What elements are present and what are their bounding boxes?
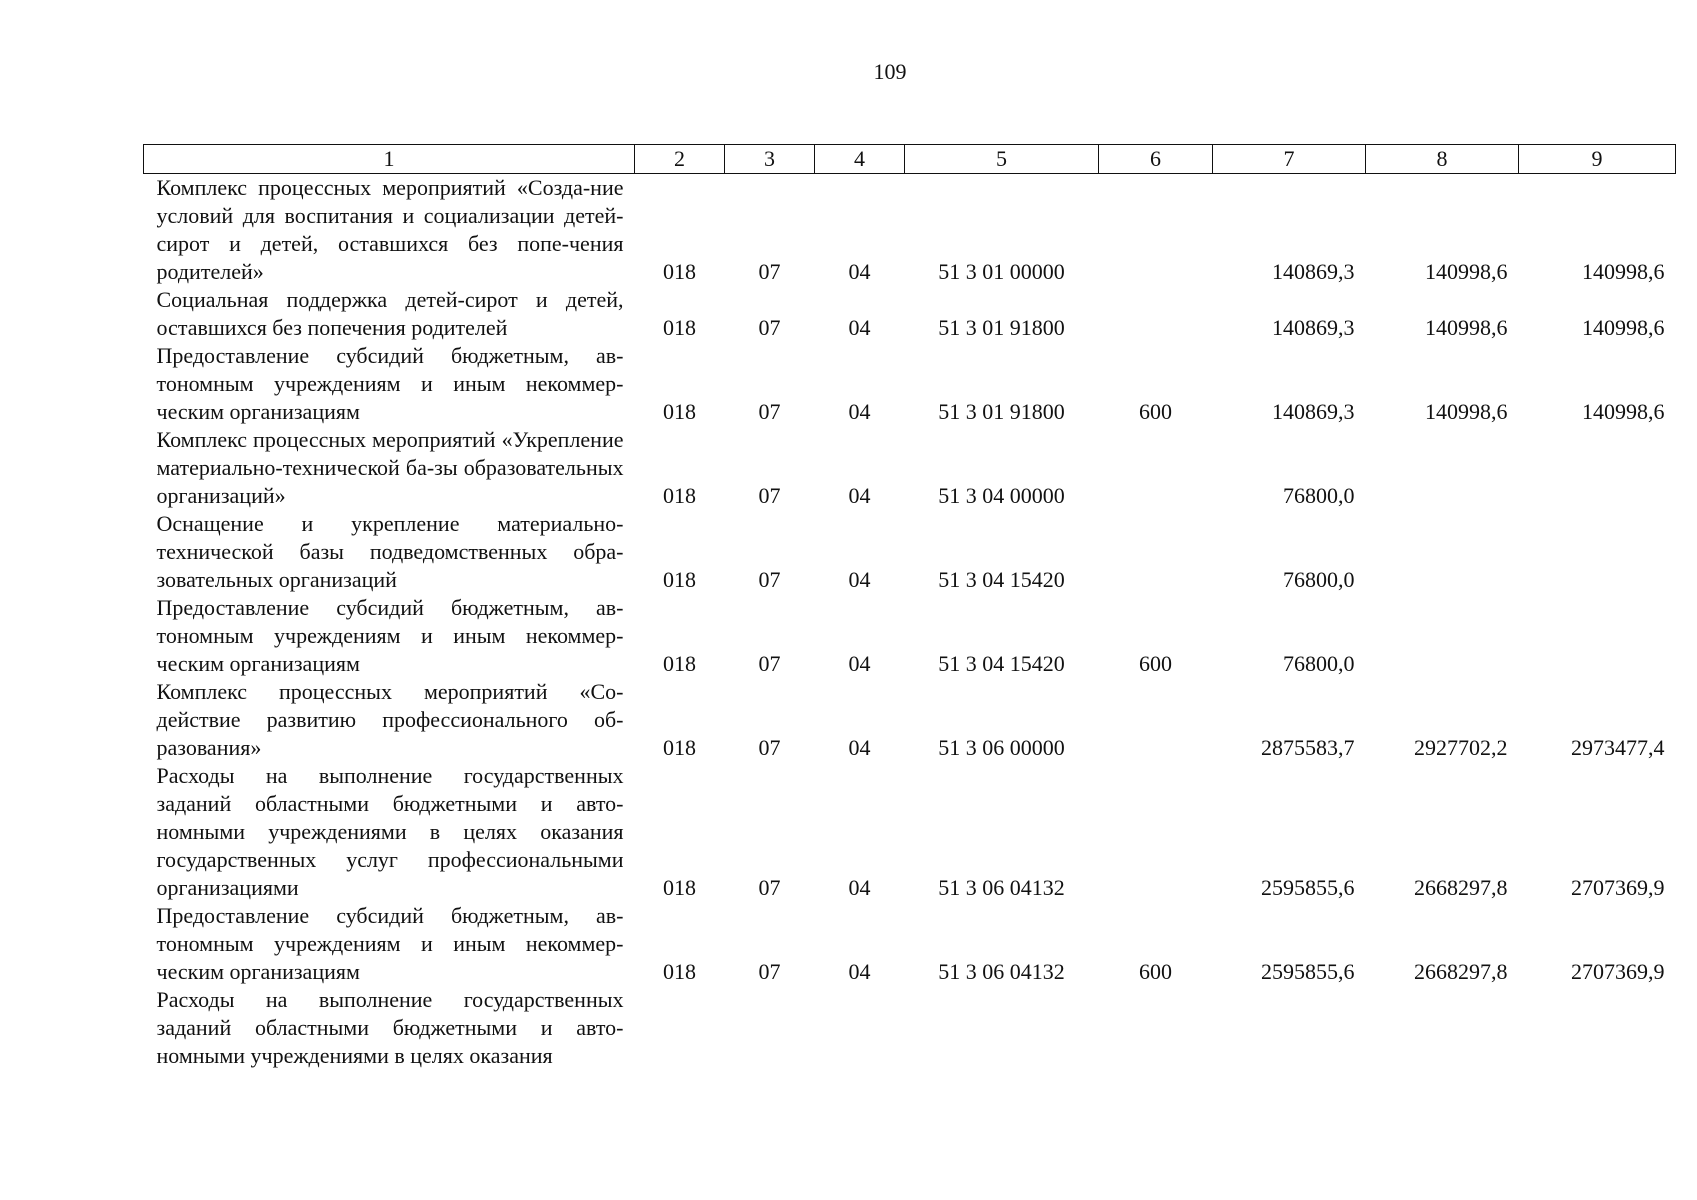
- cell-col3: 07: [758, 651, 781, 676]
- cell-col5: [905, 986, 1099, 1070]
- cell-col3: 07: [758, 959, 781, 984]
- cell-col2: 018: [663, 315, 696, 340]
- column-header: 3: [725, 145, 815, 174]
- cell-col9: 2707369,9: [1571, 875, 1665, 900]
- cell-col6: [1099, 510, 1213, 594]
- cell-col4: 04: [848, 315, 871, 340]
- budget-table: [143, 144, 1676, 1070]
- cell-col3: 07: [758, 875, 781, 900]
- cell-col5: 51 3 01 91800: [938, 315, 1065, 340]
- column-header: 7: [1213, 145, 1366, 174]
- cell-col7: 140869,3: [1272, 315, 1355, 340]
- cell-col2: 018: [663, 567, 696, 592]
- cell-col4: [815, 986, 905, 1070]
- cell-col4: 04: [848, 735, 871, 760]
- row-description: Социальная поддержка детей-сирот и детей, оставшихся без попечения родителей: [156, 287, 624, 340]
- cell-col4: 04: [848, 959, 871, 984]
- cell-col9: 2707369,9: [1571, 959, 1665, 984]
- column-header: 8: [1366, 145, 1519, 174]
- cell-col6: [1099, 678, 1213, 762]
- cell-col4: 04: [848, 567, 871, 592]
- table-row: [144, 902, 1676, 986]
- cell-col8: 2668297,8: [1414, 959, 1508, 984]
- table-row: [144, 342, 1676, 426]
- cell-col2: [635, 986, 725, 1070]
- table-row: [144, 426, 1676, 510]
- page-number: 109: [873, 59, 907, 84]
- cell-col8: 140998,6: [1425, 399, 1508, 424]
- cell-col7: 2595855,6: [1261, 959, 1355, 984]
- cell-col7: 76800,0: [1283, 483, 1355, 508]
- table-row: [144, 174, 1676, 287]
- cell-col5: 51 3 04 00000: [938, 483, 1065, 508]
- cell-col9: 2973477,4: [1571, 735, 1665, 760]
- cell-col3: 07: [758, 259, 781, 284]
- cell-col6: [1099, 286, 1213, 342]
- row-description: Комплекс процессных мероприятий «Со-действие развитию профессионального об-разования»: [156, 679, 624, 760]
- cell-col8: [1366, 510, 1519, 594]
- cell-col9: [1519, 426, 1676, 510]
- cell-col7: [1213, 986, 1366, 1070]
- cell-col3: 07: [758, 735, 781, 760]
- column-header: 2: [635, 145, 725, 174]
- column-header: 5: [905, 145, 1099, 174]
- table-row: [144, 762, 1676, 902]
- cell-col7: 2875583,7: [1261, 735, 1355, 760]
- cell-col8: [1366, 986, 1519, 1070]
- cell-col3: 07: [758, 399, 781, 424]
- cell-col6: 600: [1139, 959, 1172, 984]
- cell-col4: 04: [848, 875, 871, 900]
- column-header: 4: [815, 145, 905, 174]
- cell-col5: 51 3 06 00000: [938, 735, 1065, 760]
- cell-col7: 2595855,6: [1261, 875, 1355, 900]
- cell-col2: 018: [663, 735, 696, 760]
- cell-col7: 76800,0: [1283, 651, 1355, 676]
- cell-col7: 140869,3: [1272, 259, 1355, 284]
- cell-col5: 51 3 01 91800: [938, 399, 1065, 424]
- cell-col2: 018: [663, 399, 696, 424]
- cell-col7: 76800,0: [1283, 567, 1355, 592]
- row-description: Предоставление субсидий бюджетным, ав-тономным учреждениям и иным некоммер-ческим организациям: [156, 595, 624, 676]
- table-row: [144, 678, 1676, 762]
- cell-col8: [1366, 594, 1519, 678]
- cell-col8: 2927702,2: [1414, 735, 1508, 760]
- row-description: Комплекс процессных мероприятий «Укрепление материально-технической ба-зы образовательных организаций»: [156, 427, 624, 508]
- row-description: Предоставление субсидий бюджетным, ав-тономным учреждениям и иным некоммер-ческим организациям: [156, 903, 624, 984]
- row-description: Оснащение и укрепление материально-технической базы подведомственных обра-зовательных организаций: [156, 511, 624, 592]
- cell-col2: 018: [663, 959, 696, 984]
- cell-col6: 600: [1139, 399, 1172, 424]
- column-header: 9: [1519, 145, 1676, 174]
- cell-col4: 04: [848, 651, 871, 676]
- row-description: Предоставление субсидий бюджетным, ав-тономным учреждениям и иным некоммер-ческим организациям: [156, 343, 624, 424]
- cell-col4: 04: [848, 483, 871, 508]
- cell-col5: 51 3 06 04132: [938, 959, 1065, 984]
- cell-col3: [725, 986, 815, 1070]
- table-row: [144, 286, 1676, 342]
- cell-col9: 140998,6: [1582, 399, 1665, 424]
- row-description: Расходы на выполнение государственных заданий областными бюджетными и авто-номными учреждениями в целях оказания: [156, 987, 624, 1068]
- cell-col3: 07: [758, 483, 781, 508]
- cell-col9: 140998,6: [1582, 259, 1665, 284]
- cell-col5: 51 3 04 15420: [938, 651, 1065, 676]
- cell-col5: 51 3 01 00000: [938, 259, 1065, 284]
- cell-col2: 018: [663, 483, 696, 508]
- cell-col6: [1099, 762, 1213, 902]
- cell-col4: 04: [848, 399, 871, 424]
- row-description: Расходы на выполнение государственных заданий областными бюджетными и авто-номными учреждениями в целях оказания государственных услуг профессиональными организациями: [156, 763, 624, 900]
- cell-col7: 140869,3: [1272, 399, 1355, 424]
- cell-col6: [1099, 426, 1213, 510]
- table-row: [144, 594, 1676, 678]
- cell-col9: [1519, 594, 1676, 678]
- header-row: [144, 145, 1676, 174]
- table-row: [144, 510, 1676, 594]
- cell-col8: [1366, 426, 1519, 510]
- cell-col6: [1099, 986, 1213, 1070]
- cell-col8: 140998,6: [1425, 315, 1508, 340]
- cell-col5: 51 3 04 15420: [938, 567, 1065, 592]
- column-header: 1: [144, 145, 635, 174]
- column-header: 6: [1099, 145, 1213, 174]
- cell-col4: 04: [848, 259, 871, 284]
- cell-col9: 140998,6: [1582, 315, 1665, 340]
- cell-col3: 07: [758, 315, 781, 340]
- table-row: [144, 986, 1676, 1070]
- cell-col8: 140998,6: [1425, 259, 1508, 284]
- cell-col8: 2668297,8: [1414, 875, 1508, 900]
- row-description: Комплекс процессных мероприятий «Созда-ние условий для воспитания и социализации детей-сирот и детей, оставшихся без попе-чения родителей»: [156, 175, 624, 284]
- cell-col2: 018: [663, 651, 696, 676]
- cell-col3: 07: [758, 567, 781, 592]
- cell-col9: [1519, 986, 1676, 1070]
- cell-col2: 018: [663, 259, 696, 284]
- cell-col6: [1099, 174, 1213, 287]
- cell-col6: 600: [1139, 651, 1172, 676]
- cell-col5: 51 3 06 04132: [938, 875, 1065, 900]
- cell-col2: 018: [663, 875, 696, 900]
- cell-col9: [1519, 510, 1676, 594]
